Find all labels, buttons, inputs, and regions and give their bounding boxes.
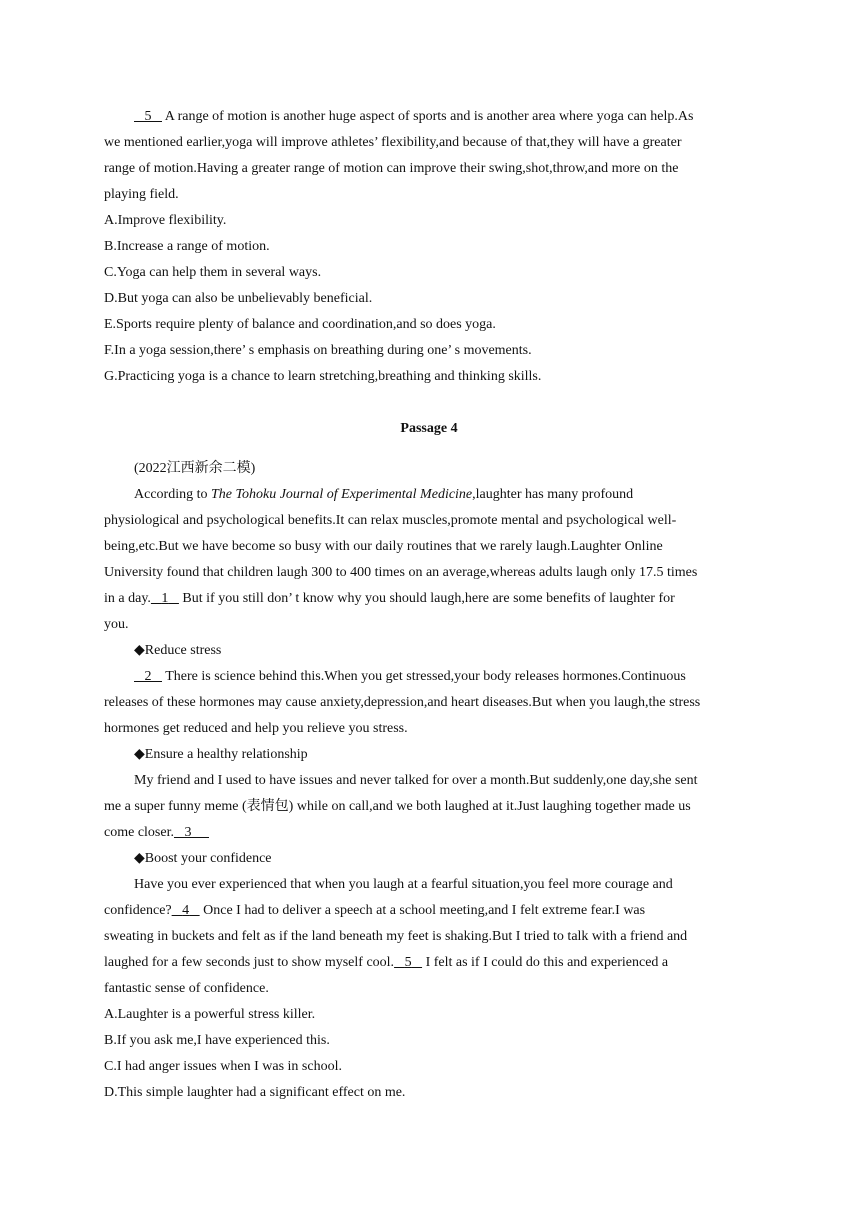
paragraph-line: My friend and I used to have issues and never talked for over a month.But suddenly,one day,she sent [134,773,698,788]
option-a: A.Laughter is a powerful stress killer. [104,1007,316,1022]
option-f: F.In a yoga session,there’ s emphasis on breathing during one’ s movements. [104,343,532,358]
paragraph-line: playing field. [104,187,179,202]
blank-1: 1 [161,591,169,606]
option-a: A.Improve flexibility. [104,213,227,228]
paragraph-line: According to The Tohoku Journal of Experimental Medicine,laughter has many profound [134,487,634,502]
paragraph-line: University found that children laugh 300 to 400 times on an average,whereas adults laugh only 17.5 times [104,565,698,580]
paragraph-line: physiological and psychological benefits.It can relax muscles,promote mental and psychological well- [104,513,677,528]
option-c: C.Yoga can help them in several ways. [104,265,322,280]
paragraph-line: range of motion.Having a greater range of motion can improve their swing,shot,throw,and more on the [104,161,679,176]
paragraph-line: Have you ever experienced that when you laugh at a fearful situation,you feel more courage and [134,877,673,892]
option-g: G.Practicing yoga is a chance to learn stretching,breathing and thinking skills. [104,369,542,384]
option-e: E.Sports require plenty of balance and coordination,and so does yoga. [104,317,496,332]
option-c: C.I had anger issues when I was in school. [104,1059,342,1074]
paragraph-line: hormones get reduced and help you relieve you stress. [104,721,408,736]
paragraph-line: sweating in buckets and felt as if the land beneath my feet is shaking.But I tried to talk with a friend and [104,929,688,944]
paragraph-line: you. [104,617,129,632]
paragraph-line: me a super funny meme (表情包) while on call,and we both laughed at it.Just laughing together made us [104,799,691,814]
journal-title: The Tohoku Journal of Experimental Medicine [210,487,473,502]
blank-4: 4 [182,903,190,918]
option-d: D.This simple laughter had a significant effect on me. [104,1085,406,1100]
paragraph-line: releases of these hormones may cause anxiety,depression,and heart diseases.But when you laugh,the stress [104,695,701,710]
option-d: D.But yoga can also be unbelievably beneficial. [104,291,373,306]
paragraph-line: laughed for a few seconds just to show myself cool. 5 I felt as if I could do this and experienced a [104,955,669,970]
paragraph-line: in a day. 1 But if you still don’ t know why you should laugh,here are some benefits of laughter for [104,591,675,606]
paragraph-line: come closer. 3 [104,820,754,846]
paragraph-line: fantastic sense of confidence. [104,981,269,996]
blank-2: 2 [144,669,152,684]
blank-3: 3 [184,825,192,840]
option-b: B.If you ask me,I have experienced this. [104,1033,330,1048]
option-b: B.Increase a range of motion. [104,239,270,254]
paragraph-line: being,etc.But we have become so busy with our daily routines that we rarely laugh.Laughter Online [104,539,663,554]
section-heading-boost-confidence: ◆Boost your confidence [134,851,272,866]
passage-title: Passage 4 [400,421,458,436]
paragraph-line: confidence? 4 Once I had to deliver a speech at a school meeting,and I felt extreme fear.I was [104,903,646,918]
section-heading-reduce-stress: ◆Reduce stress [134,643,222,658]
blank-5: 5 [144,109,152,124]
paragraph-line: 5 A range of motion is another huge aspect of sports and is another area where yoga can help.As [104,104,754,130]
source-note: (2022江西新余二模) [134,461,256,476]
paragraph-line: 2 There is science behind this.When you get stressed,your body releases hormones.Continuous [104,664,754,690]
section-heading-healthy-relationship: ◆Ensure a healthy relationship [134,747,308,762]
blank-5: 5 [404,955,412,970]
paragraph-line: we mentioned earlier,yoga will improve athletes’ flexibility,and because of that,they will have a greater [104,135,682,150]
document-page [104,104,754,1106]
